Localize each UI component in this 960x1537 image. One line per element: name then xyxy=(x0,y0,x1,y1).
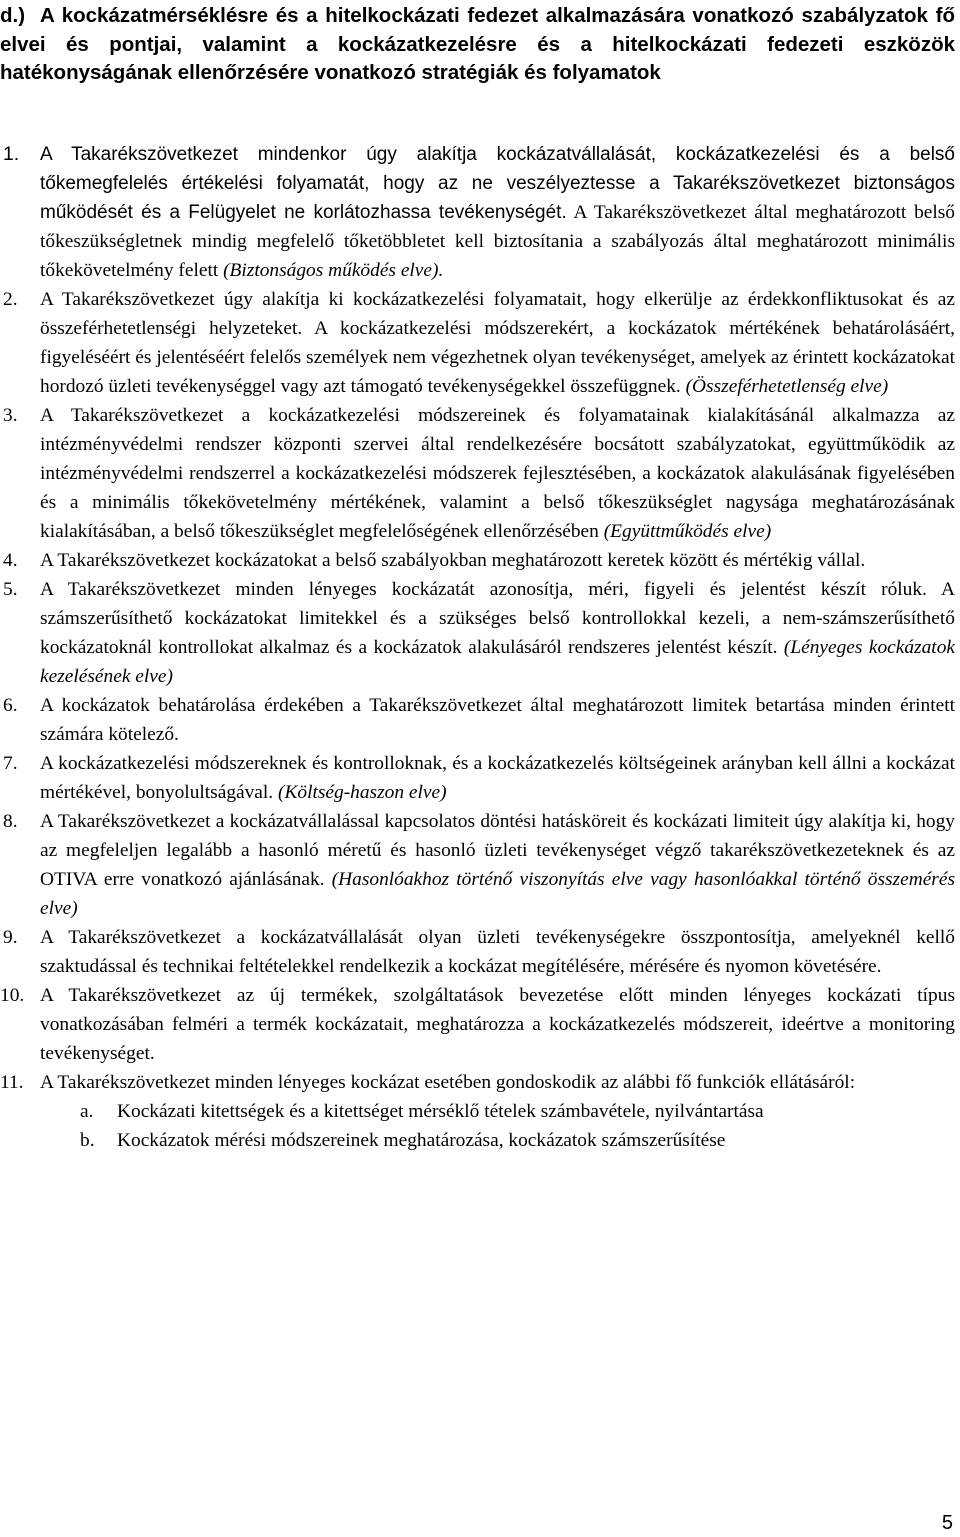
principle-name: (Költség-haszon elve) xyxy=(278,782,447,803)
list-item-number: 10. xyxy=(0,985,25,1006)
sub-item-label: a. xyxy=(80,1101,94,1122)
list-item-text: A Takarékszövetkezet kockázatokat a belső szabályokban meghatározott keretek között és mértékig vállal. xyxy=(40,550,866,571)
list-item-number: 3. xyxy=(3,405,18,426)
principles-list xyxy=(0,140,955,1155)
list-item xyxy=(0,1068,955,1097)
sub-item-label: b. xyxy=(80,1130,95,1151)
sub-list-item xyxy=(0,1126,955,1155)
section-label: d.) xyxy=(0,4,26,27)
principle-name: (Hasonlóakhoz történő viszonyítás elve vagy hasonlóakkal történő összemérés elve) xyxy=(40,869,955,919)
list-item-number: 9. xyxy=(3,927,18,948)
list-item-number: 6. xyxy=(3,695,18,716)
list-item-text: A Takarékszövetkezet mindenkor úgy alakítja kockázatvállalását, kockázatkezelési és a belső tőkemegfelelés értékelési folyamatát, hogy az ne veszélyeztesse a Takarékszövetkezet biztonságos működését és a Felügyelet ne korlátozhassa tevékenységét. xyxy=(40,144,955,223)
list-item-text: A kockázatkezelési módszereknek és kontrolloknak, és a kockázatkezelés költségeinek arányban kell állni a kockázat mértékével, bonyolultságával. xyxy=(40,753,955,803)
page-number: 5 xyxy=(941,1512,953,1534)
list-item-number: 11. xyxy=(0,1072,24,1093)
list-item-number: 5. xyxy=(3,579,18,600)
list-item xyxy=(0,691,955,749)
list-item xyxy=(0,575,955,691)
sub-item-text: Kockázatok mérési módszereinek meghatározása, kockázatok számszerűsítése xyxy=(117,1130,726,1151)
section-heading xyxy=(0,2,955,88)
principle-name: (Lényeges kockázatok kezelésének elve) xyxy=(40,637,955,687)
list-item-text: A Takarékszövetkezet a kockázatvállalását olyan üzleti tevékenységekre összpontosítja, amelyeknél kellő szaktudással és technikai feltételekkel rendelkezik a kockázat megítélésére, mérésére és nyomon követésére. xyxy=(40,927,955,977)
list-item xyxy=(0,807,955,923)
list-item-number: 2. xyxy=(3,289,18,310)
list-item-text: A Takarékszövetkezet úgy alakítja ki kockázatkezelési folyamatait, hogy elkerülje az érdekkonfliktusokat és az összeférhetetlenségi helyzeteket. A kockázatkezelési módszerekért, a kockázatok mértékének behatárolásáért, figyeléséért és jelentéséért felelős személyek nem végezhetnek olyan tevékenységet, amelyek az érintett kockázatokat hordozó üzleti tevékenységgel vagy azt támogató tevékenységekkel összefüggnek. xyxy=(40,289,955,397)
list-item xyxy=(0,546,955,575)
list-item-number: 1. xyxy=(3,143,20,165)
principle-name: (Összeférhetetlenség elve) xyxy=(685,376,889,397)
list-item xyxy=(0,981,955,1068)
sub-list-item xyxy=(0,1097,955,1126)
list-item xyxy=(0,749,955,807)
list-item-text: A Takarékszövetkezet minden lényeges kockázat esetében gondoskodik az alábbi fő funkciók ellátásáról: xyxy=(40,1072,856,1093)
list-item-text-cont: A Takarékszövetkezet által meghatározott belső tőkeszükségletnek mindig megfelelő tőketöbbletet kell biztosítania a szabályozás által meghatározott minimális tőkekövetelmény felett xyxy=(40,202,956,281)
list-item xyxy=(0,140,955,285)
list-item-text: A Takarékszövetkezet a kockázatkezelési módszereinek és folyamatainak kialakításánál alkalmazza az intézményvédelmi rendszer központi szervei által rendelkezésére bocsátott szabályzatokat, együttműködik az intézményvédelmi rendszerrel a kockázatkezelési módszerek fejlesztésében, a kockázatok alakulásának figyelésében és a minimális tőkekövetelmény mértékének, valamint a belső tőkeszükséglet nagysága meghatározásának kialakításában, a belső tőkeszükséglet megfelelőségének ellenőrzésében xyxy=(40,405,955,542)
list-item-text: A Takarékszövetkezet a kockázatvállalással kapcsolatos döntési hatásköreit és kockázati limiteit úgy alakítja ki, hogy az megfeleljen legalább a hasonló méretű és hasonló üzleti tevékenységet végző takarékszövetkezeteknek és az OTIVA erre vonatkozó ajánlásának. xyxy=(40,811,955,890)
principle-name: (Együttműködés elve) xyxy=(603,521,772,542)
principle-name: (Biztonságos működés elve). xyxy=(223,260,444,281)
list-item-number: 4. xyxy=(3,550,18,571)
section-title: A kockázatmérséklésre és a hitelkockázati fedezet alkalmazására vonatkozó szabályzatok fő elvei és pontjai, valamint a kockázatkezelésre és a hitelkockázati fedezeti eszközök hatékonyságának ellenőrzésére vonatkozó stratégiák és folyamatok xyxy=(0,4,955,85)
list-item xyxy=(0,285,955,401)
list-item-text: A kockázatok behatárolása érdekében a Takarékszövetkezet által meghatározott limitek betartása minden érintett számára kötelező. xyxy=(40,695,955,745)
list-item-number: 7. xyxy=(3,753,18,774)
list-item-text: A Takarékszövetkezet az új termékek, szolgáltatások bevezetése előtt minden lényeges kockázati típus vonatkozásában felméri a termék kockázatait, meghatározza a kockázatkezelés módszereit, ideértve a monitoring tevékenységet. xyxy=(40,985,955,1064)
list-item xyxy=(0,401,955,546)
sub-item-text: Kockázati kitettségek és a kitettséget mérséklő tételek számbavétele, nyilvántartása xyxy=(117,1101,764,1122)
list-item xyxy=(0,923,955,981)
list-item-text: A Takarékszövetkezet minden lényeges kockázatát azonosítja, méri, figyeli és jelentést készít róluk. A számszerűsíthető kockázatokat limitekkel és a szükséges belső kontrollokkal kezeli, a nem-számszerűsíthető kockázatoknál kontrollokat alkalmaz és a kockázatok alakulásáról rendszeres jelentést készít. xyxy=(40,579,955,658)
list-item-number: 8. xyxy=(3,811,18,832)
